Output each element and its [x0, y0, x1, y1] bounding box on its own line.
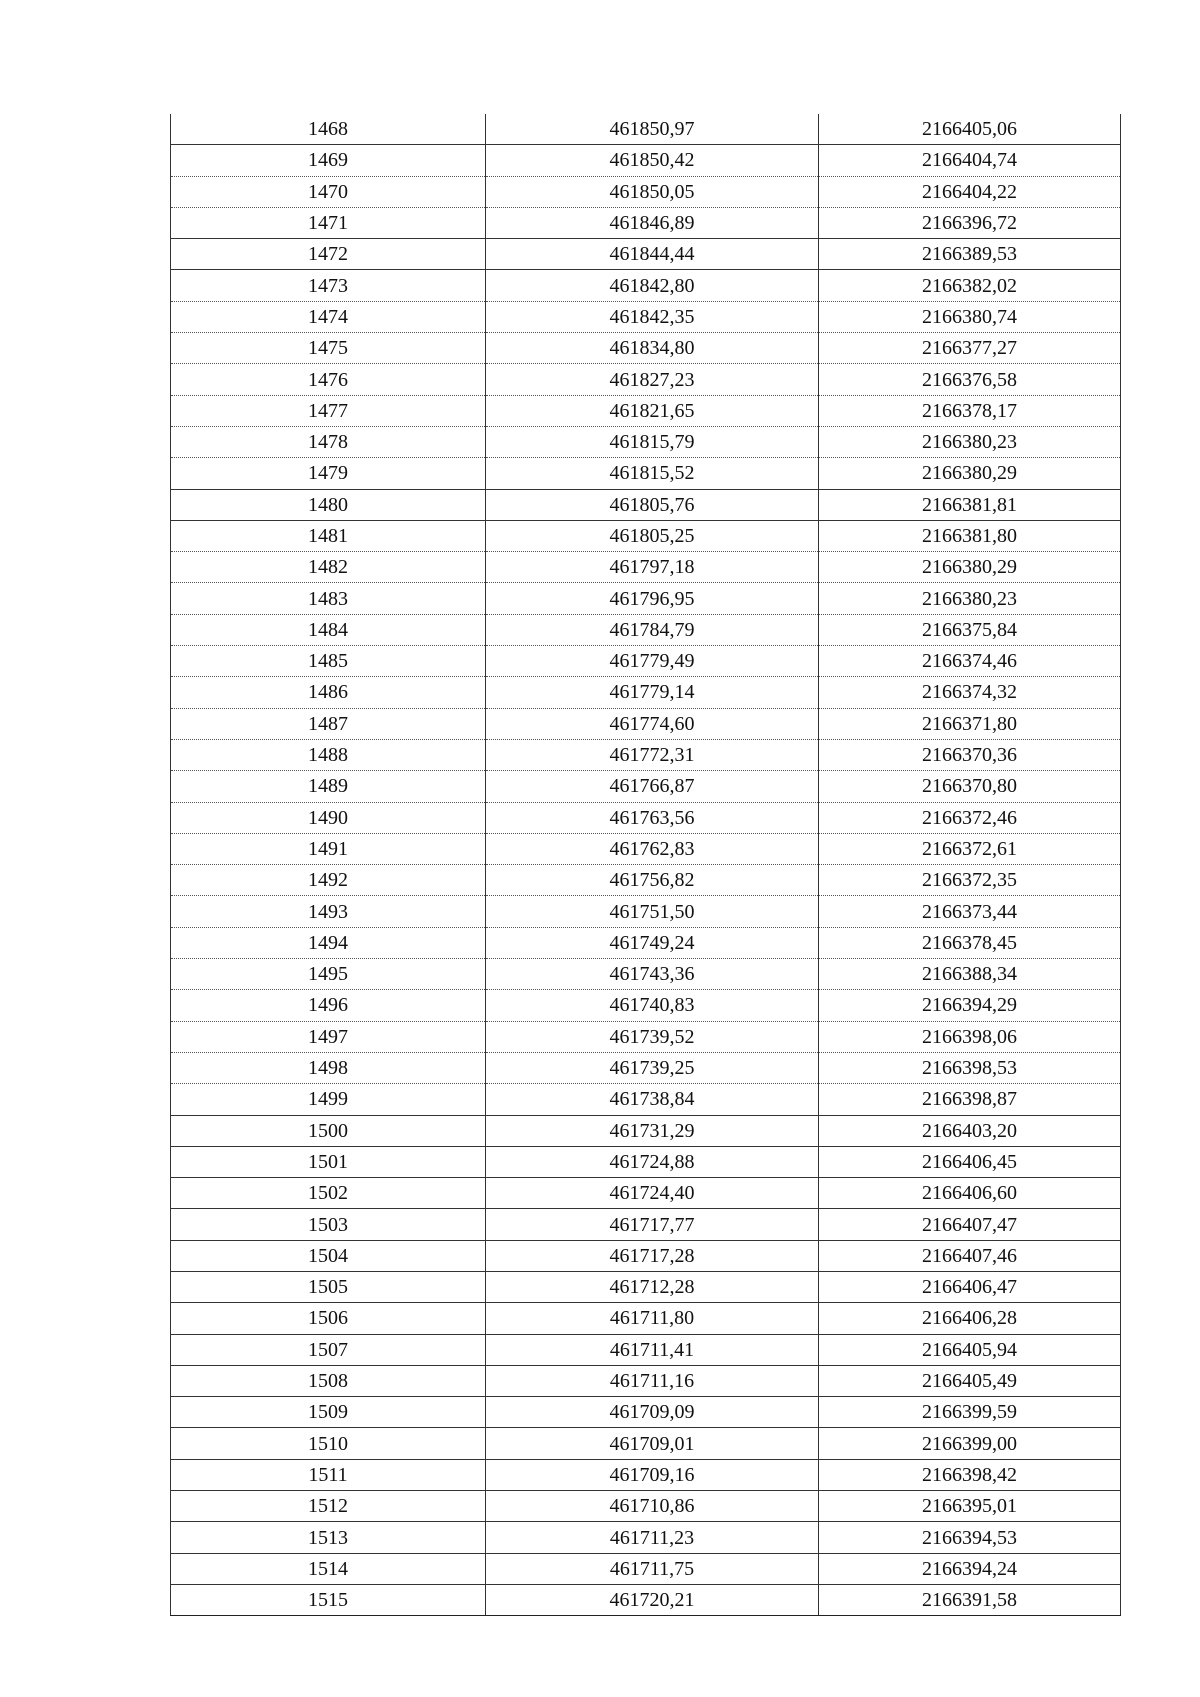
x-coordinate-cell: 461756,82 — [486, 865, 819, 896]
x-coordinate-cell: 461844,44 — [486, 239, 819, 270]
table-row — [171, 520, 1121, 551]
point-number-cell: 1513 — [171, 1522, 486, 1553]
x-coordinate-cell: 461766,87 — [486, 771, 819, 802]
point-number-cell: 1485 — [171, 646, 486, 677]
x-coordinate-cell: 461711,23 — [486, 1522, 819, 1553]
y-coordinate-cell: 2166370,80 — [819, 771, 1121, 802]
table-row — [171, 771, 1121, 802]
x-coordinate-cell: 461751,50 — [486, 896, 819, 927]
x-coordinate-cell: 461709,01 — [486, 1428, 819, 1459]
table-row — [171, 896, 1121, 927]
x-coordinate-cell: 461709,09 — [486, 1397, 819, 1428]
table-row — [171, 489, 1121, 520]
point-number-cell: 1483 — [171, 583, 486, 614]
point-number-cell: 1471 — [171, 207, 486, 238]
table-row — [171, 552, 1121, 583]
y-coordinate-cell: 2166382,02 — [819, 270, 1121, 301]
table-row — [171, 1522, 1121, 1553]
table-row — [171, 959, 1121, 990]
table-row — [171, 1397, 1121, 1428]
y-coordinate-cell: 2166378,45 — [819, 927, 1121, 958]
point-number-cell: 1486 — [171, 677, 486, 708]
table-row — [171, 614, 1121, 645]
x-coordinate-cell: 461711,75 — [486, 1553, 819, 1584]
x-coordinate-cell: 461739,25 — [486, 1052, 819, 1083]
x-coordinate-cell: 461796,95 — [486, 583, 819, 614]
x-coordinate-cell: 461842,80 — [486, 270, 819, 301]
point-number-cell: 1514 — [171, 1553, 486, 1584]
y-coordinate-cell: 2166407,47 — [819, 1209, 1121, 1240]
table-row — [171, 426, 1121, 457]
x-coordinate-cell: 461797,18 — [486, 552, 819, 583]
y-coordinate-cell: 2166381,81 — [819, 489, 1121, 520]
point-number-cell: 1469 — [171, 145, 486, 176]
point-number-cell: 1496 — [171, 990, 486, 1021]
y-coordinate-cell: 2166404,74 — [819, 145, 1121, 176]
y-coordinate-cell: 2166405,06 — [819, 114, 1121, 145]
point-number-cell: 1506 — [171, 1303, 486, 1334]
table-row — [171, 145, 1121, 176]
table-row — [171, 1491, 1121, 1522]
point-number-cell: 1511 — [171, 1459, 486, 1490]
y-coordinate-cell: 2166405,49 — [819, 1365, 1121, 1396]
x-coordinate-cell: 461720,21 — [486, 1584, 819, 1615]
point-number-cell: 1495 — [171, 959, 486, 990]
table-row — [171, 1209, 1121, 1240]
point-number-cell: 1475 — [171, 333, 486, 364]
table-row — [171, 333, 1121, 364]
point-number-cell: 1503 — [171, 1209, 486, 1240]
point-number-cell: 1470 — [171, 176, 486, 207]
y-coordinate-cell: 2166406,28 — [819, 1303, 1121, 1334]
coordinates-table — [170, 114, 1121, 1616]
table-row — [171, 802, 1121, 833]
x-coordinate-cell: 461779,14 — [486, 677, 819, 708]
x-coordinate-cell: 461711,80 — [486, 1303, 819, 1334]
point-number-cell: 1515 — [171, 1584, 486, 1615]
y-coordinate-cell: 2166375,84 — [819, 614, 1121, 645]
x-coordinate-cell: 461739,52 — [486, 1021, 819, 1052]
y-coordinate-cell: 2166376,58 — [819, 364, 1121, 395]
table-row — [171, 1240, 1121, 1271]
table-row — [171, 1178, 1121, 1209]
x-coordinate-cell: 461827,23 — [486, 364, 819, 395]
y-coordinate-cell: 2166389,53 — [819, 239, 1121, 270]
point-number-cell: 1507 — [171, 1334, 486, 1365]
x-coordinate-cell: 461710,86 — [486, 1491, 819, 1522]
y-coordinate-cell: 2166381,80 — [819, 520, 1121, 551]
y-coordinate-cell: 2166372,61 — [819, 833, 1121, 864]
x-coordinate-cell: 461774,60 — [486, 708, 819, 739]
y-coordinate-cell: 2166394,29 — [819, 990, 1121, 1021]
table-row — [171, 927, 1121, 958]
table-row — [171, 1271, 1121, 1302]
x-coordinate-cell: 461834,80 — [486, 333, 819, 364]
y-coordinate-cell: 2166395,01 — [819, 1491, 1121, 1522]
table-row — [171, 833, 1121, 864]
y-coordinate-cell: 2166380,29 — [819, 458, 1121, 489]
x-coordinate-cell: 461717,28 — [486, 1240, 819, 1271]
x-coordinate-cell: 461815,79 — [486, 426, 819, 457]
x-coordinate-cell: 461850,05 — [486, 176, 819, 207]
x-coordinate-cell: 461850,42 — [486, 145, 819, 176]
y-coordinate-cell: 2166399,00 — [819, 1428, 1121, 1459]
point-number-cell: 1488 — [171, 739, 486, 770]
y-coordinate-cell: 2166380,29 — [819, 552, 1121, 583]
table-row — [171, 1553, 1121, 1584]
point-number-cell: 1510 — [171, 1428, 486, 1459]
y-coordinate-cell: 2166370,36 — [819, 739, 1121, 770]
x-coordinate-cell: 461850,97 — [486, 114, 819, 145]
point-number-cell: 1491 — [171, 833, 486, 864]
x-coordinate-cell: 461711,41 — [486, 1334, 819, 1365]
x-coordinate-cell: 461738,84 — [486, 1084, 819, 1115]
point-number-cell: 1481 — [171, 520, 486, 551]
point-number-cell: 1478 — [171, 426, 486, 457]
y-coordinate-cell: 2166394,24 — [819, 1553, 1121, 1584]
table-row — [171, 1365, 1121, 1396]
y-coordinate-cell: 2166404,22 — [819, 176, 1121, 207]
point-number-cell: 1477 — [171, 395, 486, 426]
point-number-cell: 1490 — [171, 802, 486, 833]
y-coordinate-cell: 2166394,53 — [819, 1522, 1121, 1553]
y-coordinate-cell: 2166380,23 — [819, 583, 1121, 614]
x-coordinate-cell: 461805,76 — [486, 489, 819, 520]
y-coordinate-cell: 2166406,47 — [819, 1271, 1121, 1302]
y-coordinate-cell: 2166405,94 — [819, 1334, 1121, 1365]
point-number-cell: 1494 — [171, 927, 486, 958]
table-row — [171, 1334, 1121, 1365]
table-row — [171, 646, 1121, 677]
table-row — [171, 458, 1121, 489]
point-number-cell: 1498 — [171, 1052, 486, 1083]
point-number-cell: 1497 — [171, 1021, 486, 1052]
table-row — [171, 1584, 1121, 1615]
point-number-cell: 1476 — [171, 364, 486, 395]
table-row — [171, 739, 1121, 770]
x-coordinate-cell: 461712,28 — [486, 1271, 819, 1302]
x-coordinate-cell: 461724,88 — [486, 1146, 819, 1177]
y-coordinate-cell: 2166406,45 — [819, 1146, 1121, 1177]
x-coordinate-cell: 461821,65 — [486, 395, 819, 426]
y-coordinate-cell: 2166398,87 — [819, 1084, 1121, 1115]
y-coordinate-cell: 2166374,46 — [819, 646, 1121, 677]
x-coordinate-cell: 461805,25 — [486, 520, 819, 551]
point-number-cell: 1501 — [171, 1146, 486, 1177]
point-number-cell: 1482 — [171, 552, 486, 583]
x-coordinate-cell: 461772,31 — [486, 739, 819, 770]
x-coordinate-cell: 461779,49 — [486, 646, 819, 677]
point-number-cell: 1489 — [171, 771, 486, 802]
x-coordinate-cell: 461842,35 — [486, 301, 819, 332]
point-number-cell: 1499 — [171, 1084, 486, 1115]
table-row — [171, 207, 1121, 238]
point-number-cell: 1487 — [171, 708, 486, 739]
coordinates-table-body — [171, 114, 1121, 1616]
table-row — [171, 1052, 1121, 1083]
table-row — [171, 239, 1121, 270]
table-row — [171, 1459, 1121, 1490]
point-number-cell: 1479 — [171, 458, 486, 489]
table-row — [171, 1084, 1121, 1115]
x-coordinate-cell: 461846,89 — [486, 207, 819, 238]
point-number-cell: 1493 — [171, 896, 486, 927]
x-coordinate-cell: 461762,83 — [486, 833, 819, 864]
table-row — [171, 395, 1121, 426]
point-number-cell: 1508 — [171, 1365, 486, 1396]
x-coordinate-cell: 461763,56 — [486, 802, 819, 833]
table-row — [171, 176, 1121, 207]
x-coordinate-cell: 461709,16 — [486, 1459, 819, 1490]
point-number-cell: 1504 — [171, 1240, 486, 1271]
table-row — [171, 1146, 1121, 1177]
y-coordinate-cell: 2166372,35 — [819, 865, 1121, 896]
table-row — [171, 270, 1121, 301]
x-coordinate-cell: 461749,24 — [486, 927, 819, 958]
y-coordinate-cell: 2166403,20 — [819, 1115, 1121, 1146]
table-row — [171, 677, 1121, 708]
x-coordinate-cell: 461724,40 — [486, 1178, 819, 1209]
x-coordinate-cell: 461740,83 — [486, 990, 819, 1021]
point-number-cell: 1473 — [171, 270, 486, 301]
y-coordinate-cell: 2166406,60 — [819, 1178, 1121, 1209]
y-coordinate-cell: 2166398,06 — [819, 1021, 1121, 1052]
point-number-cell: 1472 — [171, 239, 486, 270]
point-number-cell: 1492 — [171, 865, 486, 896]
y-coordinate-cell: 2166398,42 — [819, 1459, 1121, 1490]
table-row — [171, 990, 1121, 1021]
point-number-cell: 1484 — [171, 614, 486, 645]
x-coordinate-cell: 461743,36 — [486, 959, 819, 990]
point-number-cell: 1505 — [171, 1271, 486, 1302]
point-number-cell: 1502 — [171, 1178, 486, 1209]
y-coordinate-cell: 2166373,44 — [819, 896, 1121, 927]
table-row — [171, 708, 1121, 739]
table-row — [171, 364, 1121, 395]
y-coordinate-cell: 2166380,74 — [819, 301, 1121, 332]
y-coordinate-cell: 2166374,32 — [819, 677, 1121, 708]
y-coordinate-cell: 2166398,53 — [819, 1052, 1121, 1083]
y-coordinate-cell: 2166372,46 — [819, 802, 1121, 833]
table-row — [171, 1115, 1121, 1146]
table-row — [171, 583, 1121, 614]
y-coordinate-cell: 2166388,34 — [819, 959, 1121, 990]
x-coordinate-cell: 461717,77 — [486, 1209, 819, 1240]
point-number-cell: 1480 — [171, 489, 486, 520]
table-row — [171, 865, 1121, 896]
table-row — [171, 1428, 1121, 1459]
y-coordinate-cell: 2166380,23 — [819, 426, 1121, 457]
y-coordinate-cell: 2166407,46 — [819, 1240, 1121, 1271]
table-row — [171, 1021, 1121, 1052]
y-coordinate-cell: 2166391,58 — [819, 1584, 1121, 1615]
table-row — [171, 114, 1121, 145]
y-coordinate-cell: 2166371,80 — [819, 708, 1121, 739]
y-coordinate-cell: 2166378,17 — [819, 395, 1121, 426]
x-coordinate-cell: 461711,16 — [486, 1365, 819, 1396]
point-number-cell: 1512 — [171, 1491, 486, 1522]
x-coordinate-cell: 461815,52 — [486, 458, 819, 489]
x-coordinate-cell: 461784,79 — [486, 614, 819, 645]
y-coordinate-cell: 2166396,72 — [819, 207, 1121, 238]
y-coordinate-cell: 2166399,59 — [819, 1397, 1121, 1428]
point-number-cell: 1500 — [171, 1115, 486, 1146]
table-row — [171, 301, 1121, 332]
table-row — [171, 1303, 1121, 1334]
x-coordinate-cell: 461731,29 — [486, 1115, 819, 1146]
point-number-cell: 1474 — [171, 301, 486, 332]
y-coordinate-cell: 2166377,27 — [819, 333, 1121, 364]
point-number-cell: 1509 — [171, 1397, 486, 1428]
point-number-cell: 1468 — [171, 114, 486, 145]
